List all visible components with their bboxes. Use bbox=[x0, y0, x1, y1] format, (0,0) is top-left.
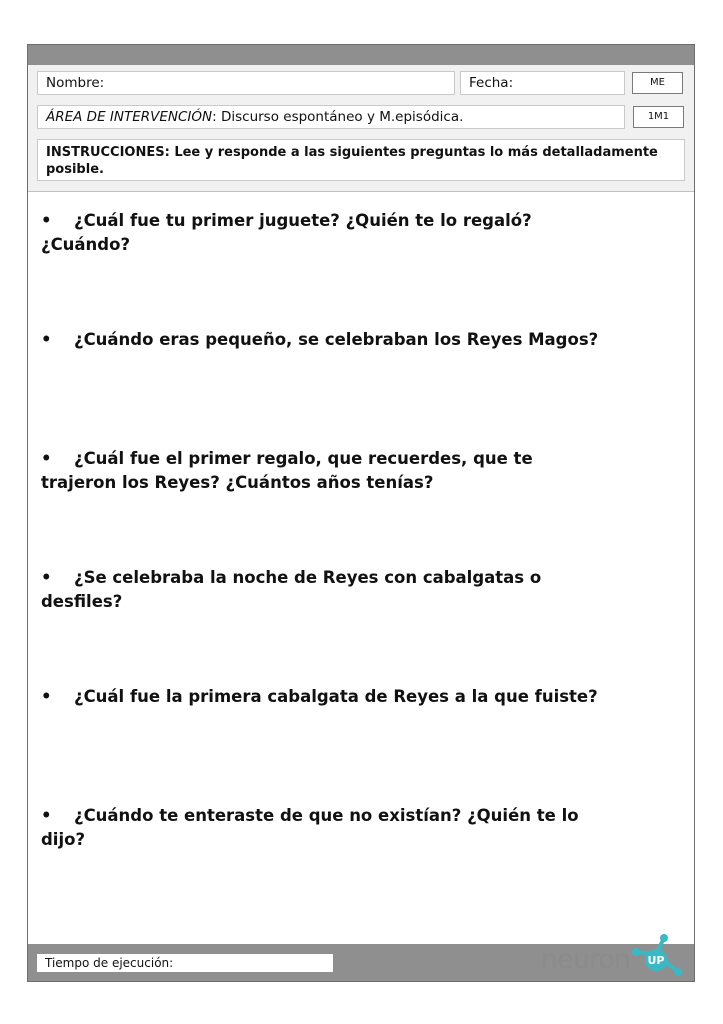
question-text: ¿Cuál fue el primer regalo, que recuerdes, que te trajeron los Reyes? ¿Cuántos años tenías? bbox=[41, 449, 533, 492]
code-area-box: 1M1 bbox=[633, 106, 684, 128]
area-value: : Discurso espontáneo y M.episódica. bbox=[212, 109, 464, 125]
bullet: • bbox=[41, 449, 52, 468]
question-text: ¿Cuándo eras pequeño, se celebraban los Reyes Magos? bbox=[74, 330, 599, 349]
area-label: ÁREA DE INTERVENCIÓN bbox=[46, 109, 213, 125]
question-item bbox=[41, 685, 611, 709]
bullet: • bbox=[41, 687, 52, 706]
question-item bbox=[41, 209, 611, 257]
logo-text: neuron bbox=[541, 944, 630, 975]
name-label: Nombre: bbox=[46, 75, 105, 91]
code-me-box: ME bbox=[632, 72, 683, 94]
question-item bbox=[41, 328, 611, 352]
question-text: ¿Cuál fue la primera cabalgata de Reyes a la que fuiste? bbox=[74, 687, 598, 706]
date-label: Fecha: bbox=[469, 75, 514, 91]
logo-molecule-icon bbox=[626, 932, 686, 978]
header-panel bbox=[28, 65, 694, 192]
logo-badge: UP bbox=[647, 954, 665, 967]
neuronup-logo bbox=[541, 932, 686, 978]
bullet: • bbox=[41, 806, 52, 825]
name-field[interactable] bbox=[37, 71, 455, 95]
question-item bbox=[41, 804, 611, 852]
bullet: • bbox=[41, 330, 52, 349]
execution-time-label: Tiempo de ejecución: bbox=[45, 956, 174, 970]
footer-bar bbox=[28, 944, 694, 981]
question-text: ¿Se celebraba la noche de Reyes con cabalgatas o desfiles? bbox=[41, 568, 542, 611]
bullet: • bbox=[41, 211, 52, 230]
date-field[interactable] bbox=[460, 71, 625, 95]
question-item bbox=[41, 566, 611, 614]
area-field bbox=[37, 105, 625, 129]
bullet: • bbox=[41, 568, 52, 587]
question-text: ¿Cuándo te enteraste de que no existían? ¿Quién te lo dijo? bbox=[41, 806, 579, 849]
question-text: ¿Cuál fue tu primer juguete? ¿Quién te lo regaló? ¿Cuándo? bbox=[41, 211, 532, 254]
execution-time-field[interactable] bbox=[37, 954, 333, 972]
question-item bbox=[41, 447, 611, 495]
top-bar bbox=[28, 45, 694, 65]
instructions-box: INSTRUCCIONES: Lee y responde a las siguientes preguntas lo más detalladamente posible. bbox=[37, 139, 685, 181]
